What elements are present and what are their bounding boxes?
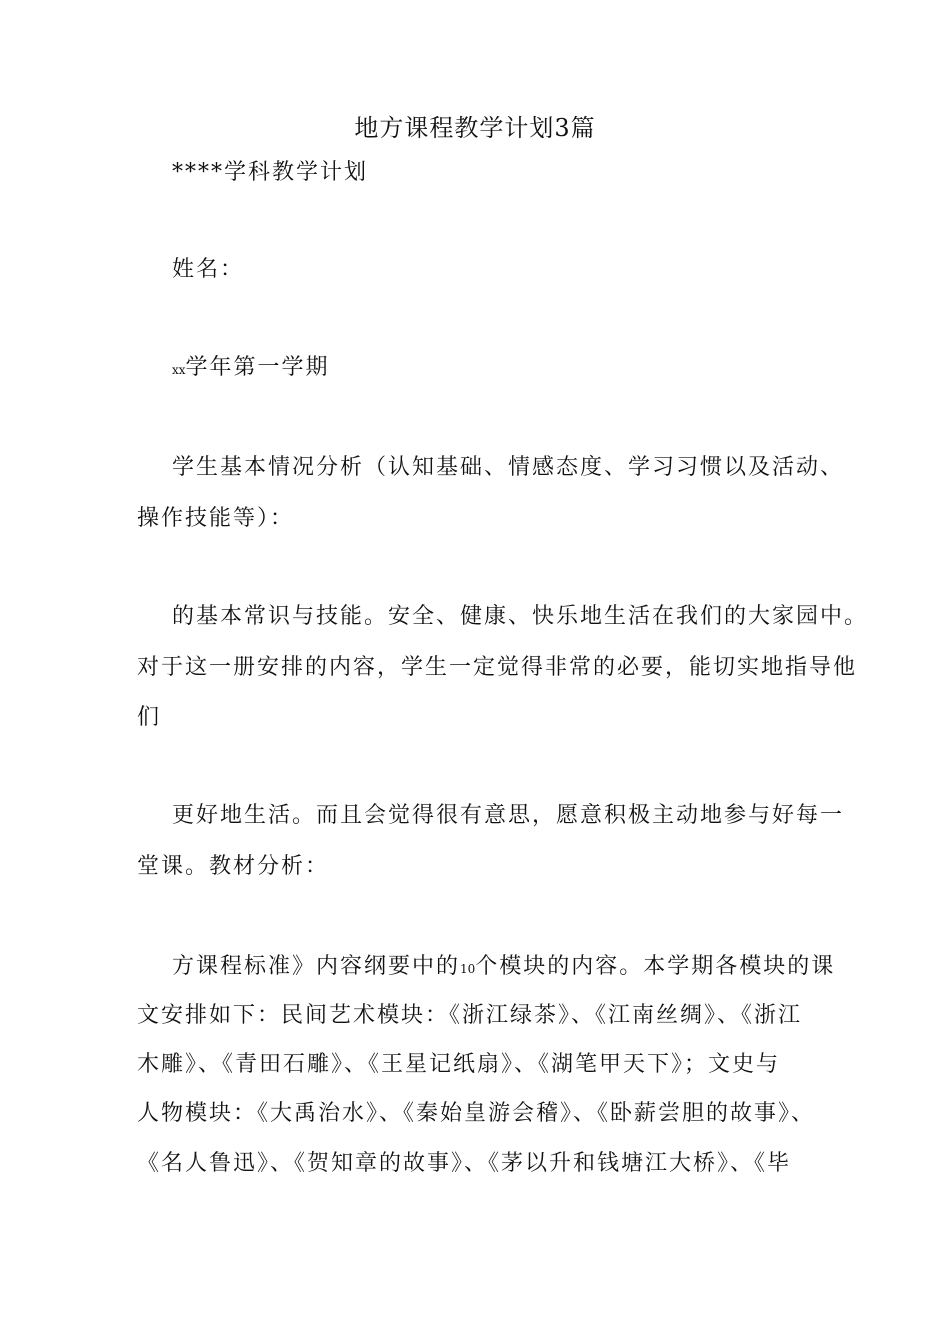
paragraph-line: 学生基本情况分析（认知基础、情感态度、学习习惯以及活动、 bbox=[172, 455, 845, 480]
paragraph-line: 对于这一册安排的内容，学生一定觉得非常的必要，能切实地指导他 bbox=[137, 655, 858, 680]
paragraph-line: 木雕》、《青田石雕》、《王星记纸扇》、《湖笔甲天下》；文史与 bbox=[137, 1052, 781, 1077]
paragraph-line: 更好地生活。而且会觉得很有意思，愿意积极主动地参与好每一 bbox=[172, 803, 845, 828]
paragraph-line: 们 bbox=[137, 705, 162, 730]
semester-line bbox=[172, 353, 330, 385]
subject-heading: ****学科教学计划 bbox=[172, 160, 369, 185]
paragraph-line: 《名人鲁迅》、《贺知章的故事》、《茅以升和钱塘江大桥》、《毕 bbox=[137, 1151, 792, 1176]
paragraph-line: 堂课。教材分析： bbox=[137, 854, 330, 879]
paragraph-text: 方课程标准》内容纲要中的 bbox=[172, 954, 461, 979]
document-title: 地方课程教学计划3篇 bbox=[354, 114, 596, 142]
paragraph-line bbox=[172, 952, 835, 984]
name-label: 姓名： bbox=[172, 257, 245, 282]
paragraph-line: 的基本常识与技能。安全、健康、快乐地生活在我们的大家园中。 bbox=[172, 604, 869, 629]
year-placeholder: xx bbox=[172, 363, 186, 377]
module-count: 10 bbox=[460, 962, 476, 976]
paragraph-line: 操作技能等）： bbox=[137, 506, 295, 531]
paragraph-line: 人物模块：《大禹治水》、《秦始皇游会稽》、《卧薪尝胆的故事》、 bbox=[137, 1101, 816, 1126]
paragraph-text: 个模块的内容。本学期各模块的课 bbox=[475, 954, 836, 979]
paragraph-line: 文安排如下：民间艺术模块：《浙江绿茶》、《江南丝绸》、《浙江 bbox=[137, 1003, 803, 1028]
semester-text: 学年第一学期 bbox=[185, 355, 330, 380]
